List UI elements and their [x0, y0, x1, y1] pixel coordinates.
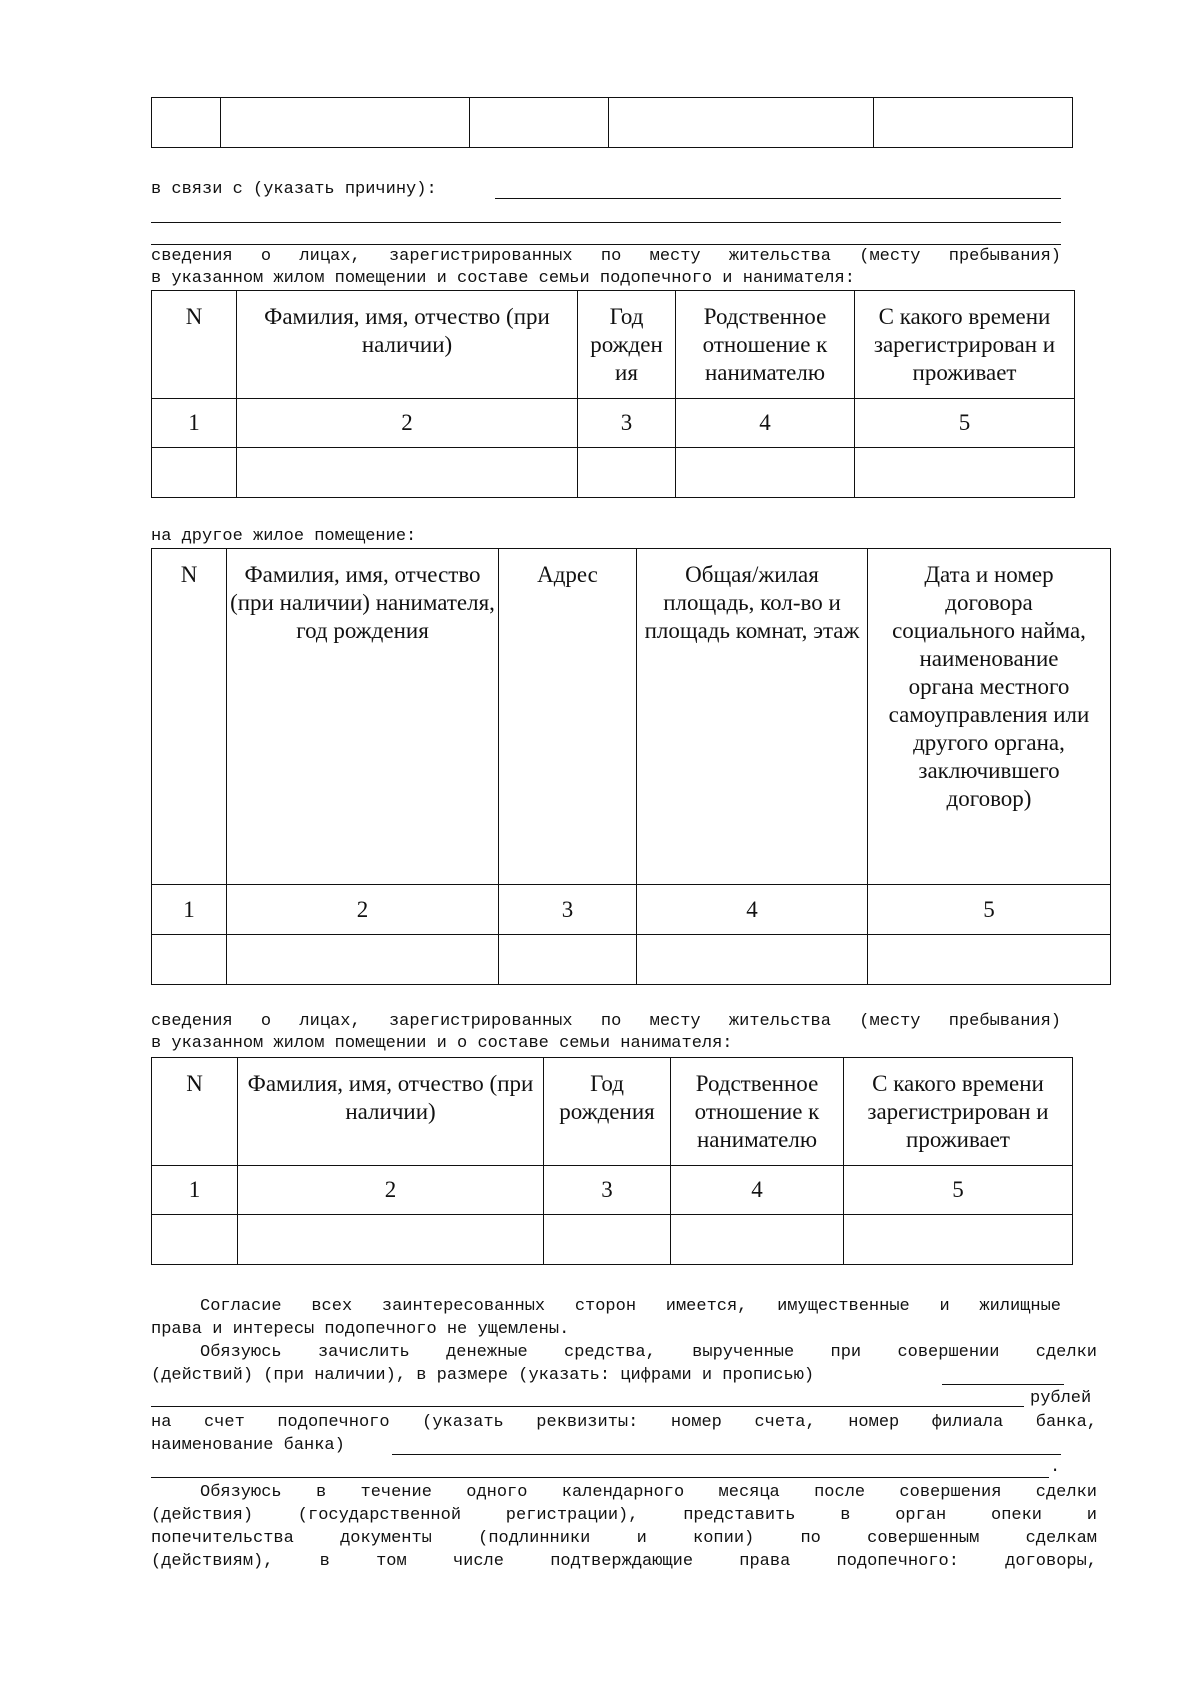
- header-relation: Родственное отношение к нанимателю: [671, 1058, 844, 1166]
- oblige-line1: Обязуюсь в течение одного календарного месяца после совершения сделки: [200, 1483, 1097, 1502]
- column-number: 3: [499, 885, 637, 935]
- table-cell: [470, 98, 609, 148]
- header-since: С какого времени зарегистрирован и проживает: [855, 291, 1075, 399]
- table-cell: [874, 98, 1073, 148]
- rubles-label: рублей: [1030, 1389, 1092, 1408]
- amount-fill-line: [942, 1384, 1064, 1385]
- column-number: 3: [544, 1166, 671, 1215]
- top-table-fragment: [151, 97, 1073, 148]
- table-cell: [637, 935, 868, 985]
- table-cell: [221, 98, 470, 148]
- table-cell: [868, 935, 1111, 985]
- table-cell: [544, 1215, 671, 1265]
- section1-table: [151, 290, 1075, 498]
- header-area: Общая/жилая площадь, кол-во и площадь комнат, этаж: [637, 549, 868, 885]
- column-number: 5: [855, 399, 1075, 448]
- oblige-line3: попечительства документы (подлинники и копии) по совершенным сделкам: [151, 1529, 1097, 1548]
- account-line1: на счет подопечного (указать реквизиты: номер счета, номер филиала банка,: [151, 1413, 1097, 1432]
- reason-fill-line-3: [151, 244, 1061, 245]
- amount-fill-line-2: [151, 1406, 1024, 1407]
- table-cell: [609, 98, 874, 148]
- table-cell: [152, 1215, 238, 1265]
- column-number: 5: [868, 885, 1111, 935]
- column-number: 2: [227, 885, 499, 935]
- column-number: 1: [152, 885, 227, 935]
- table-cell: [844, 1215, 1073, 1265]
- header-birth-year: Год рожден ия: [578, 291, 676, 399]
- header-n: N: [152, 291, 237, 399]
- consent-line1: Согласие всех заинтересованных сторон имеется, имущественные и жилищные: [200, 1297, 1061, 1316]
- table-cell: [671, 1215, 844, 1265]
- section1-caption-line2: в указанном жилом помещении и составе семьи подопечного и нанимателя:: [151, 269, 855, 288]
- header-birth-year: Год рождения: [544, 1058, 671, 1166]
- column-number: 1: [152, 399, 237, 448]
- header-fio: Фамилия, имя, отчество (при наличии): [238, 1058, 544, 1166]
- header-relation: Родственное отношение к нанимателю: [676, 291, 855, 399]
- header-address: Адрес: [499, 549, 637, 885]
- table-cell: [152, 448, 237, 498]
- column-number: 5: [844, 1166, 1073, 1215]
- section3-caption-line2: в указанном жилом помещении и о составе семьи нанимателя:: [151, 1034, 733, 1053]
- table-cell: [237, 448, 578, 498]
- table-cell: [499, 935, 637, 985]
- column-number: 3: [578, 399, 676, 448]
- oblige-line2: (действия) (государственной регистрации), представить в орган опеки и: [151, 1506, 1097, 1525]
- funds-line2: (действий) (при наличии), в размере (указать: цифрами и прописью): [151, 1366, 815, 1385]
- column-number: 2: [238, 1166, 544, 1215]
- column-number: 1: [152, 1166, 238, 1215]
- table-cell: [152, 98, 221, 148]
- bank-fill-line: [392, 1454, 1061, 1455]
- reason-label: в связи с (указать причину):: [151, 180, 437, 199]
- table-cell: [238, 1215, 544, 1265]
- account-line2: наименование банка): [151, 1436, 345, 1455]
- table-cell: [676, 448, 855, 498]
- section2-caption: на другое жилое помещение:: [151, 527, 417, 546]
- header-since: С какого времени зарегистрирован и проживает: [844, 1058, 1073, 1166]
- table-cell: [578, 448, 676, 498]
- section3-table: [151, 1057, 1073, 1265]
- column-number: 4: [637, 885, 868, 935]
- funds-line1: Обязуюсь зачислить денежные средства, вырученные при совершении сделки: [200, 1343, 1097, 1362]
- consent-line2: права и интересы подопечного не ущемлены.: [151, 1320, 570, 1339]
- reason-fill-line-2: [151, 222, 1061, 223]
- column-number: 4: [671, 1166, 844, 1215]
- period-mark: .: [1050, 1458, 1061, 1477]
- bank-fill-line-2: [151, 1477, 1049, 1478]
- column-number: 2: [237, 399, 578, 448]
- oblige-line4: (действиям), в том числе подтверждающие права подопечного: договоры,: [151, 1552, 1097, 1571]
- column-number: 4: [676, 399, 855, 448]
- header-n: N: [152, 549, 227, 885]
- header-tenant: Фамилия, имя, отчество (при наличии) нанимателя, год рождения: [227, 549, 499, 885]
- section3-caption-line1: сведения о лицах, зарегистрированных по месту жительства (месту пребывания): [151, 1012, 1061, 1031]
- header-contract: Дата и номер договора социального найма, наименование органа местного самоуправления или другого органа, заключившего договор): [868, 549, 1111, 885]
- table-cell: [152, 935, 227, 985]
- header-n: N: [152, 1058, 238, 1166]
- header-fio: Фамилия, имя, отчество (при наличии): [237, 291, 578, 399]
- section1-caption-line1: сведения о лицах, зарегистрированных по месту жительства (месту пребывания): [151, 247, 1061, 266]
- section2-table: [151, 548, 1111, 985]
- table-cell: [227, 935, 499, 985]
- reason-fill-line: [495, 198, 1061, 199]
- table-cell: [855, 448, 1075, 498]
